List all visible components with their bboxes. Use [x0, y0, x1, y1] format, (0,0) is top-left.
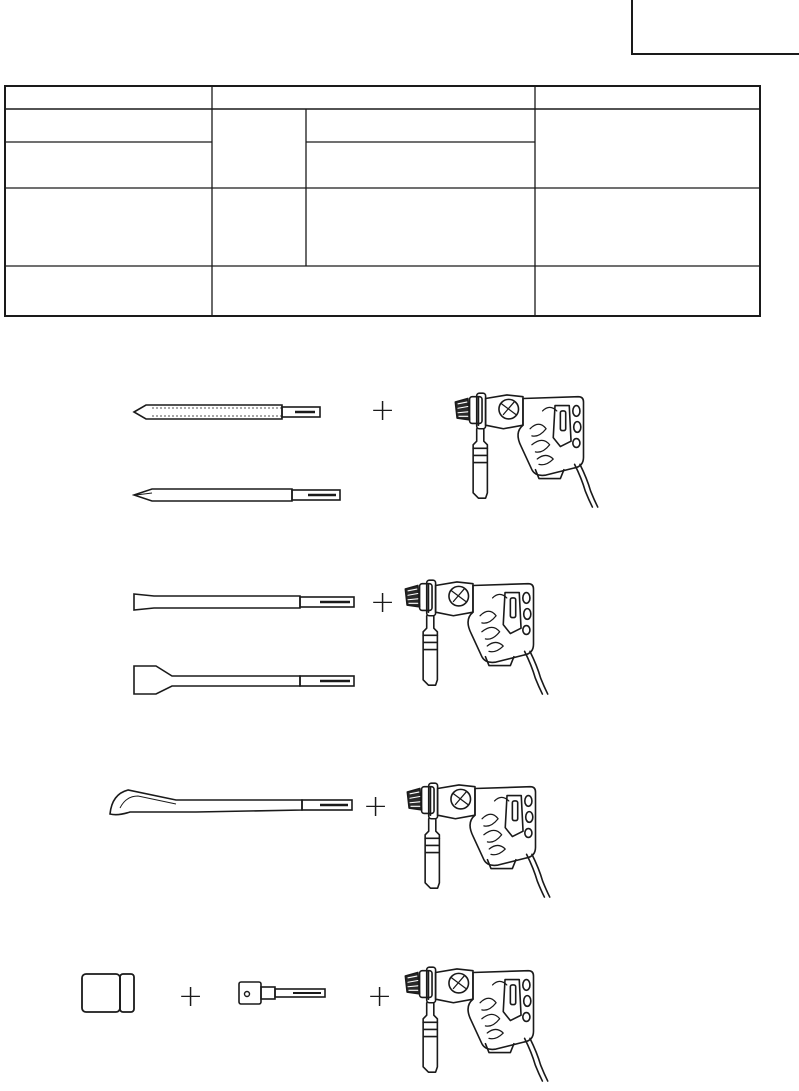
plus-sign: + — [370, 393, 396, 428]
sleeve-icon — [80, 972, 136, 1014]
plus-sign: + — [370, 585, 396, 620]
shank-adapter-icon — [237, 980, 329, 1008]
plus-sign: + — [363, 789, 389, 824]
spec-table — [4, 85, 761, 317]
rotary-hammer-icon — [400, 962, 578, 1088]
rotary-hammer-icon — [450, 388, 628, 514]
grooving-chisel-icon — [106, 786, 356, 820]
plus-sign: + — [178, 979, 204, 1014]
plus-sign: + — [367, 979, 393, 1014]
cold-chisel-icon — [132, 592, 358, 612]
rotary-hammer-icon — [400, 575, 578, 701]
bull-point-icon — [132, 400, 324, 424]
scaling-chisel-icon — [132, 664, 358, 696]
rotary-hammer-icon — [402, 778, 580, 904]
spec-table-grid — [4, 85, 761, 317]
pointed-chisel-icon — [132, 485, 344, 505]
page-label-box — [631, 0, 799, 55]
